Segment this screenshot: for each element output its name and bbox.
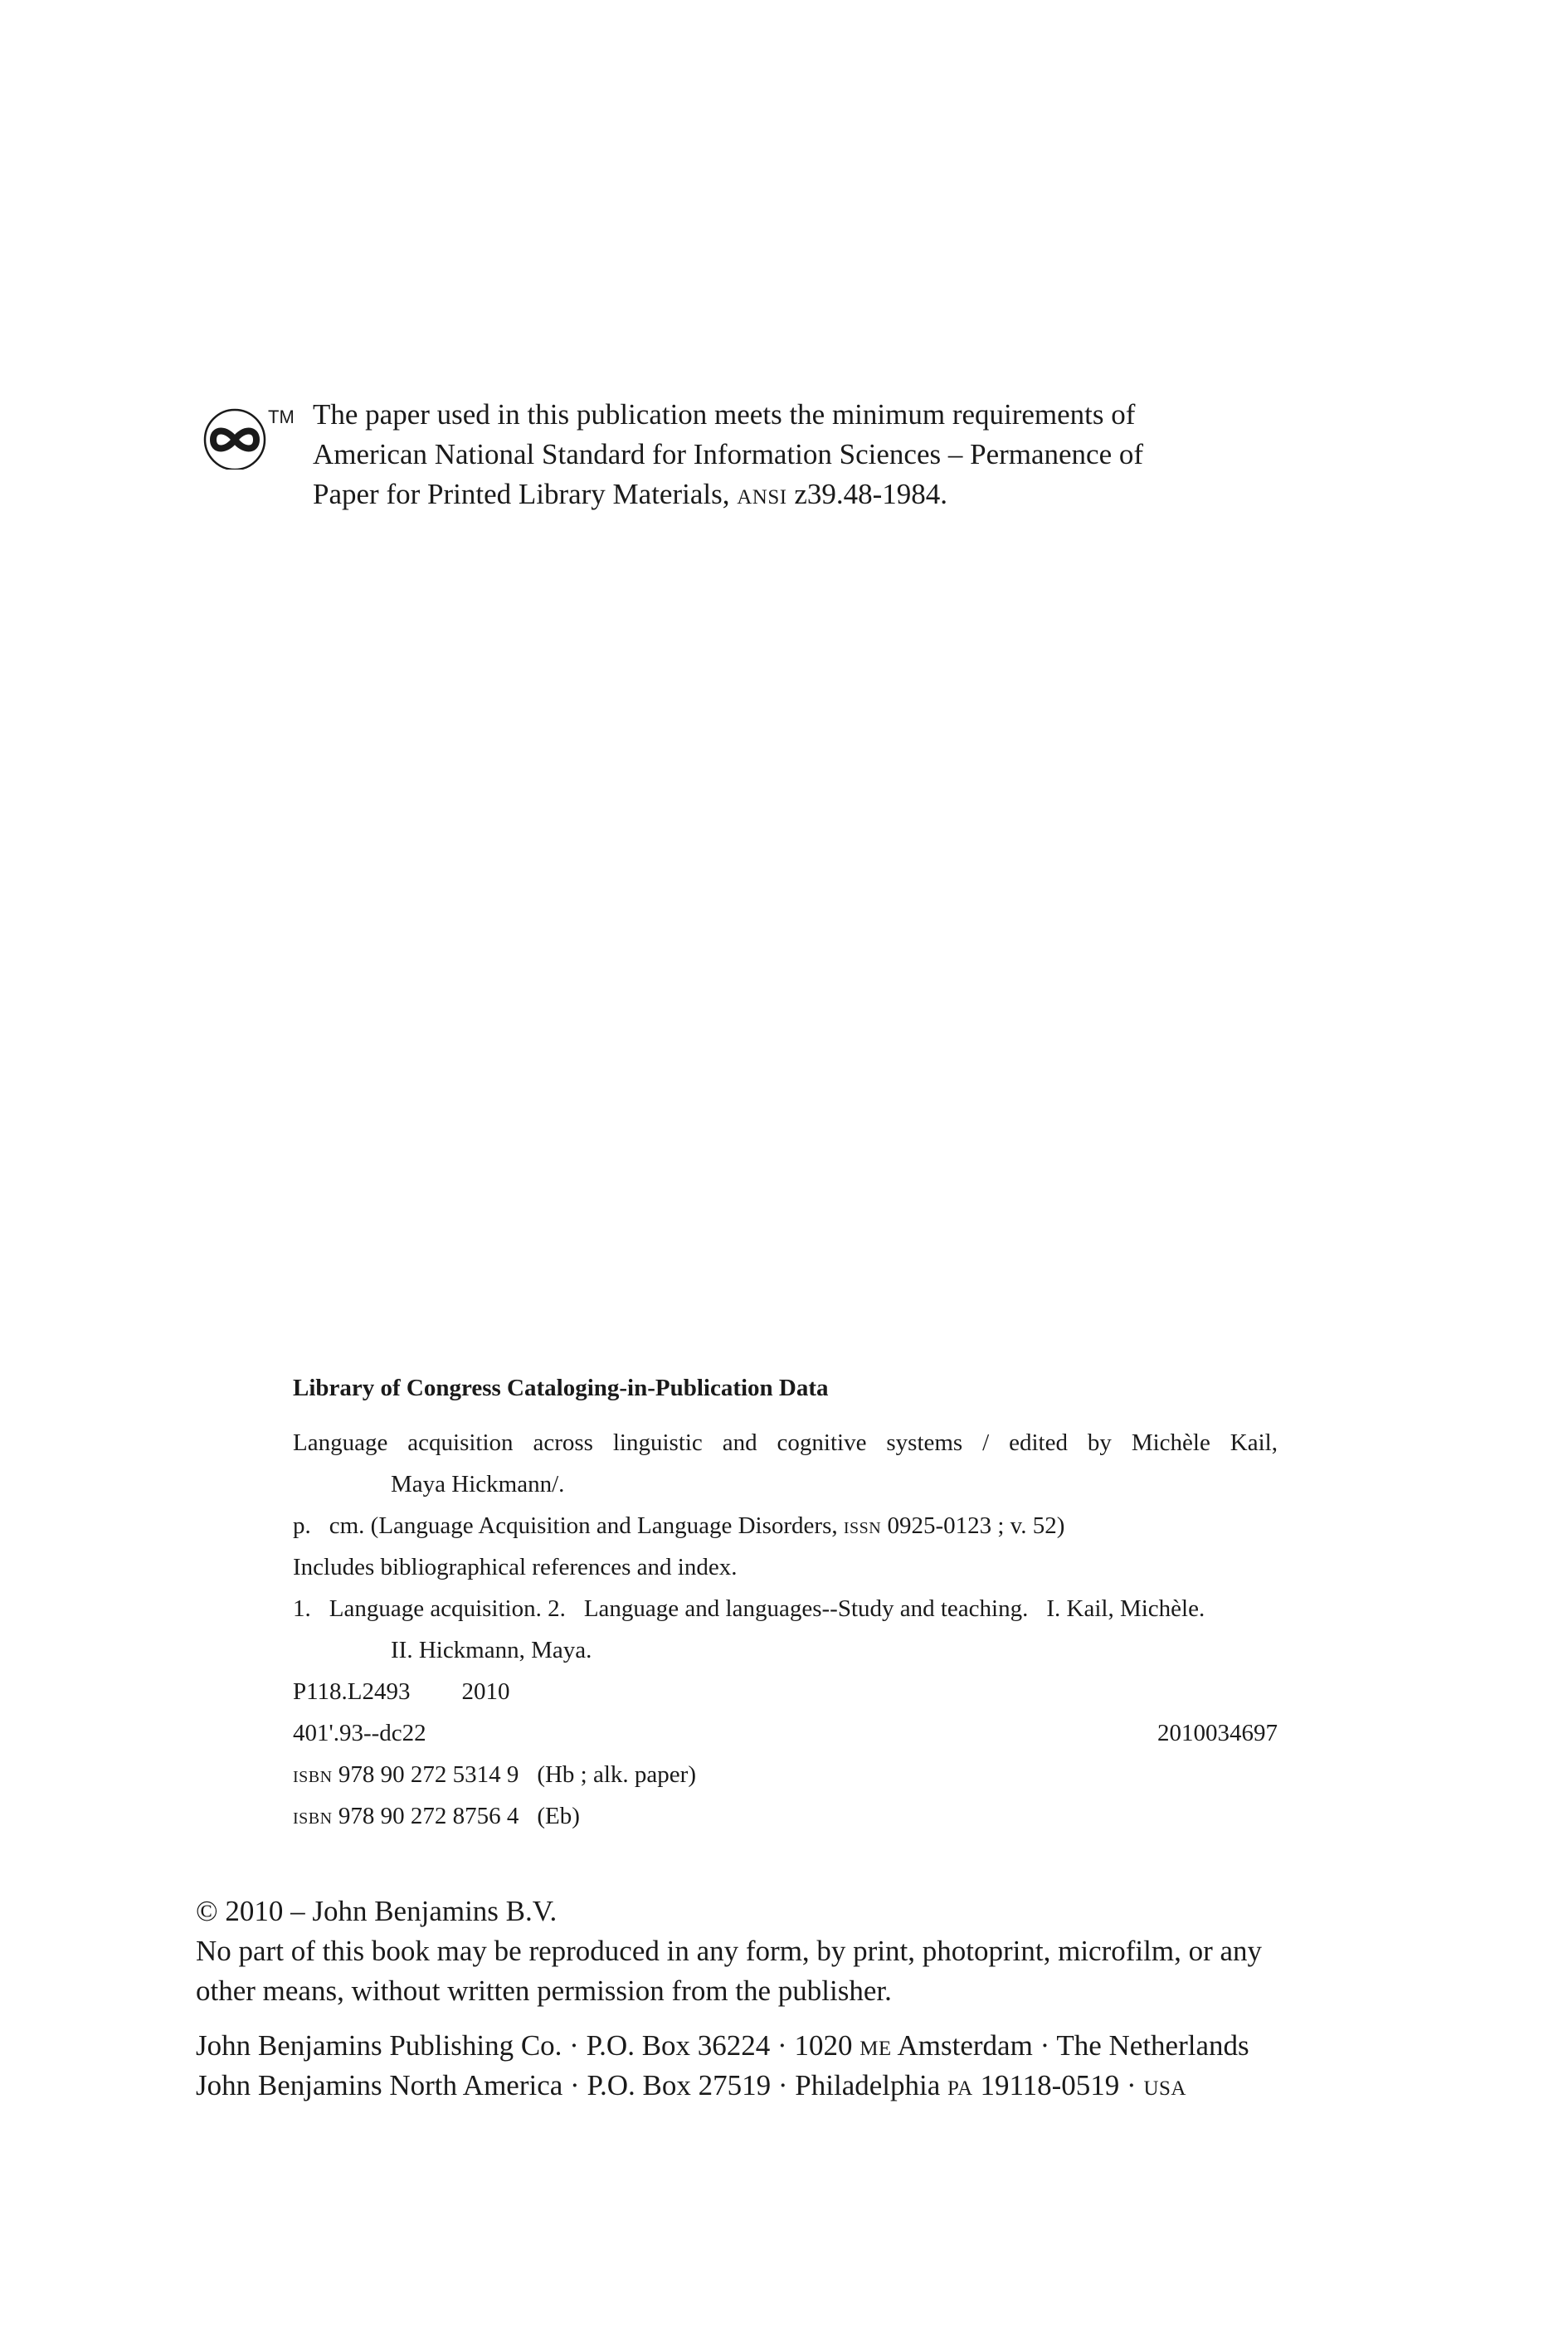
rights-statement-line-1: No part of this book may be reproduced in any form, by print, photoprint, microfilm, or any bbox=[196, 1935, 1263, 1967]
cip-bibliography-note: Includes bibliographical references and index. bbox=[293, 1554, 738, 1580]
copyright-block bbox=[196, 1892, 1390, 2106]
cip-subjects: 1. Language acquisition. 2. Language and languages--Study and teaching. I. Kail, Michèle. bbox=[293, 1595, 1205, 1622]
permanence-line-2: American National Standard for Information Sciences – Permanence of bbox=[313, 438, 1144, 470]
permanence-text bbox=[313, 395, 1308, 514]
cip-title: Library of Congress Cataloging-in-Publication Data bbox=[293, 1375, 829, 1401]
permanence-line-3: Paper for Printed Library Materials, ansi z39.48-1984. bbox=[313, 478, 948, 510]
cip-lccn: 2010034697 bbox=[1157, 1720, 1278, 1746]
cip-isbn-ebook: isbn 978 90 272 8756 4 (Eb) bbox=[293, 1803, 580, 1829]
copyright-line: © 2010 – John Benjamins B.V. bbox=[196, 1895, 558, 1927]
rights-statement-line-2: other means, without written permission from the publisher. bbox=[196, 1975, 892, 2007]
infinity-permanence-icon bbox=[202, 403, 297, 470]
publisher-address-north-america: John Benjamins North America · P.O. Box 27519 · Philadelphia pa 19118-0519 · usa bbox=[196, 2069, 1186, 2101]
cip-subjects-continuation: II. Hickmann, Maya. bbox=[391, 1637, 592, 1663]
permanence-line-1: The paper used in this publication meets the minimum requirements of bbox=[313, 398, 1136, 431]
cip-dewey-lccn bbox=[293, 1712, 1278, 1754]
cip-data-block bbox=[293, 1371, 1278, 1837]
cip-lc-classification: P118.L2493 2010 bbox=[293, 1678, 510, 1705]
cip-series-statement: p. cm. (Language Acquisition and Language Disorders, issn 0925-0123 ; v. 52) bbox=[293, 1512, 1065, 1539]
cip-title-continuation: Maya Hickmann/. bbox=[391, 1471, 565, 1497]
trademark-mark: TM bbox=[268, 407, 295, 427]
cip-title-statement: Language acquisition across linguistic and cognitive systems / edited by Michèle Kail, bbox=[293, 1429, 1278, 1456]
cip-isbn-hardback: isbn 978 90 272 5314 9 (Hb ; alk. paper) bbox=[293, 1761, 696, 1788]
publisher-address-amsterdam: John Benjamins Publishing Co. · P.O. Box 36224 · 1020 me Amsterdam · The Netherlands bbox=[196, 2029, 1249, 2062]
cip-dewey: 401'.93--dc22 bbox=[293, 1720, 426, 1746]
